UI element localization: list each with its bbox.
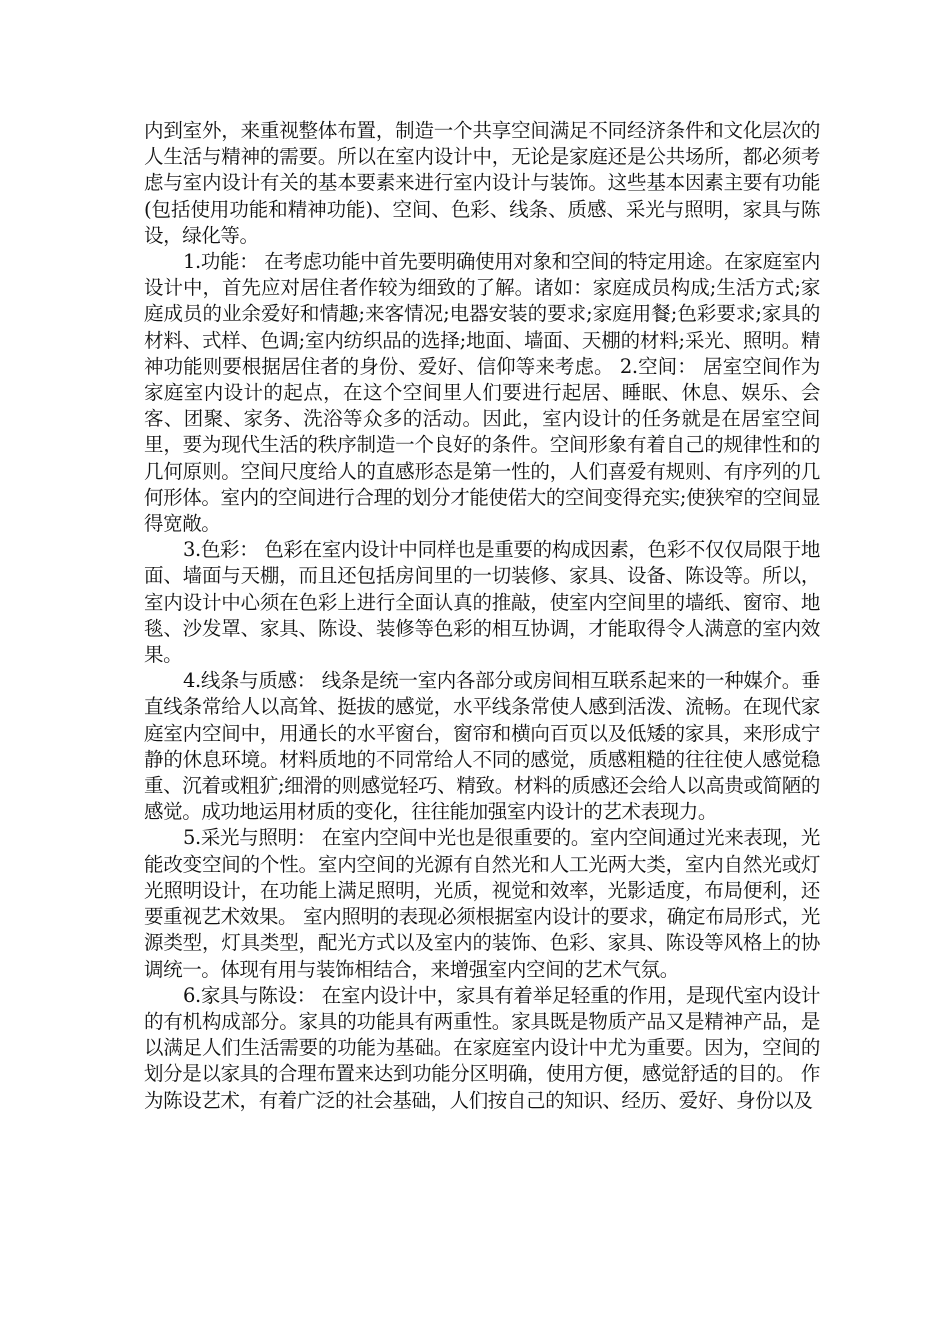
paragraph-intro: 内到室外，来重视整体布置，制造一个共享空间满足不同经济条件和文化层次的人生活与精神的需要。所以在室内设计中，无论是家庭还是公共场所，都必须考虑与室内设计有关的基本要素来进行室内设计与装饰。这些基本因素主要有功能(包括使用功能和精神功能)、空间、色彩、线条、质感、采光与照明，家具与陈设，绿化等。 (144, 119, 820, 247)
paragraph-lighting: 5.采光与照明： 在室内空间中光也是很重要的。室内空间通过光来表现，光能改变空间的个性。室内空间的光源有自然光和人工光两大类，室内自然光或灯光照明设计，在功能上满足照明，光质，视觉和效率，光影适度，布局便利，还要重视艺术效果。 室内照明的表现必须根据室内设计的要求，确定布局形式，光源类型，灯具类型，配光方式以及室内的装饰、色彩、家具、陈设等风格上的协调统一。体现有用与装饰相结合，来增强室内空间的艺术气氛。 (144, 826, 820, 981)
paragraph-color: 3.色彩： 色彩在室内设计中同样也是重要的构成因素，色彩不仅仅局限于地面、墙面与天棚，而且还包括房间里的一切装修、家具、设备、陈设等。所以，室内设计中心须在色彩上进行全面认真的推敲，使室内空间里的墙纸、窗帘、地毯、沙发罩、家具、陈设、装修等色彩的相互协调，才能取得令人满意的室内效果。 (144, 538, 820, 667)
paragraph-lines-texture: 4.线条与质感： 线条是统一室内各部分或房间相互联系起来的一种媒介。垂直线条常给人以高耸、挺拔的感觉，水平线条常使人感到活泼、流畅。在现代家庭室内空间中，用通长的水平窗台，窗帘和横向百页以及低矮的家具，来形成宁静的休息环境。材料质地的不同常给人不同的感觉，质感粗糙的往往使人感觉稳重、沉着或粗犷;细滑的则感觉轻巧、精致。材料的质感还会给人以高贵或简陋的感觉。成功地运用材质的变化，往往能加强室内设计的艺术表现力。 (144, 669, 820, 824)
document-body (144, 118, 820, 1114)
paragraph-function-space: 1.功能： 在考虑功能中首先要明确使用对象和空间的特定用途。在家庭室内设计中，首先应对居住者作较为细致的了解。诸如：家庭成员构成;生活方式;家庭成员的业余爱好和情趣;来客情况;电器安装的要求;家庭用餐;色彩要求;家具的材料、式样、色调;室内纺织品的选择;地面、墙面、天棚的材料;采光、照明。精神功能则要根据居住者的身份、爱好、信仰等来考虑。 2.空间： 居室空间作为家庭室内设计的起点，在这个空间里人们要进行起居、睡眠、休息、娱乐、会客、团聚、家务、洗浴等众多的活动。因此，室内设计的任务就是在居室空间里，要为现代生活的秩序制造一个良好的条件。空间形象有着自己的规律性和的几何原则。空间尺度给人的直感形态是第一性的，人们喜爱有规则、有序列的几何形体。室内的空间进行合理的划分才能使偌大的空间变得充实;使狭窄的空间显得宽敞。 (144, 250, 820, 536)
paragraph-furniture: 6.家具与陈设： 在室内设计中，家具有着举足轻重的作用，是现代室内设计的有机构成部分。家具的功能具有两重性。家具既是物质产品又是精神产品，是以满足人们生活需要的功能为基础。在家庭室内设计中尤为重要。因为，空间的划分是以家具的合理布置来达到功能分区明确，使用方便，感觉舒适的目的。 作为陈设艺术，有着广泛的社会基础，人们按自己的知识、经历、爱好、身份以及 (144, 983, 820, 1112)
